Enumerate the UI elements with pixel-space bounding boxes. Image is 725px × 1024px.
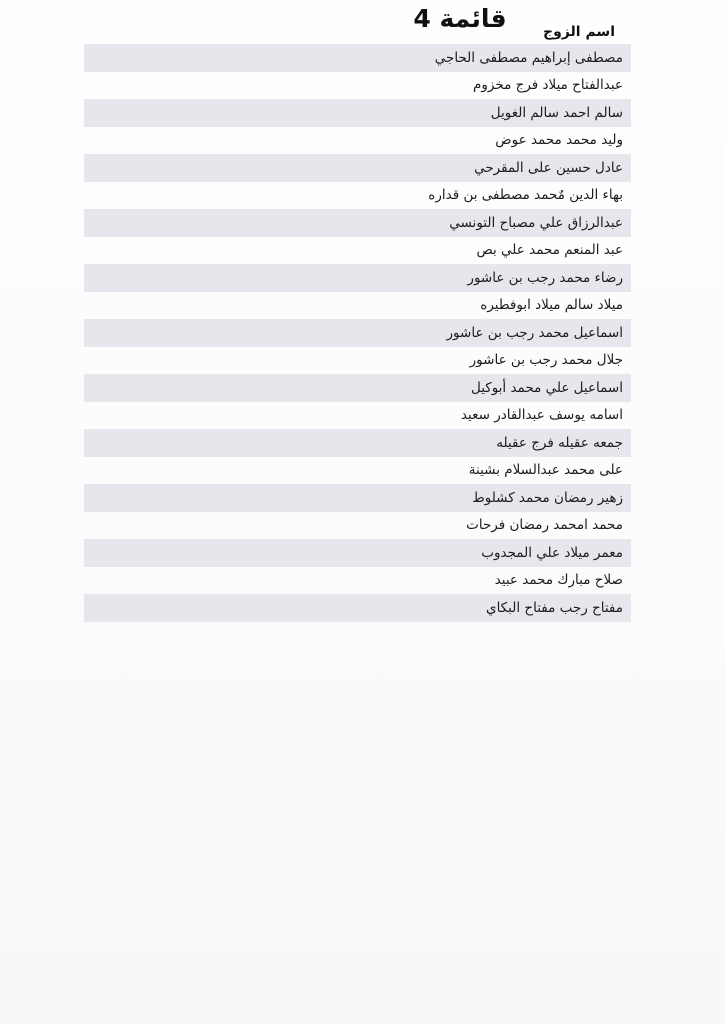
- husband-name: وليد محمد محمد عوض: [495, 132, 623, 149]
- husband-name: عبدالرزاق علي مصباح التونسي: [449, 214, 623, 231]
- list-item: [84, 182, 631, 210]
- husband-name: جلال محمد رجب بن عاشور: [469, 352, 623, 369]
- list-item: [84, 594, 631, 622]
- husband-name: محمد امحمد رمضان فرحات: [466, 517, 623, 534]
- list-item: [84, 264, 631, 292]
- list-item: [84, 237, 631, 265]
- husband-name: اسامه يوسف عبدالقادر سعيد: [460, 407, 623, 424]
- husband-name: صلاح مبارك محمد عبيد: [494, 572, 623, 589]
- husband-name: زهير رمضان محمد كشلوط: [472, 489, 623, 506]
- list-item: [84, 539, 631, 567]
- names-list: [84, 44, 631, 622]
- list-item: [84, 374, 631, 402]
- column-header-husband-name: اسم الزوج: [543, 24, 615, 40]
- list-item: [84, 484, 631, 512]
- husband-name: مصطفى إبراهيم مصطفى الحاجي: [434, 49, 623, 66]
- list-item: [84, 99, 631, 127]
- husband-name: اسماعيل محمد رجب بن عاشور: [446, 324, 623, 341]
- list-item: [84, 154, 631, 182]
- list-item: [84, 72, 631, 100]
- husband-name: ميلاد سالم ميلاد ابوفطيره: [480, 297, 623, 314]
- list-item: [84, 44, 631, 72]
- husband-name: على محمد عبدالسلام بشينة: [468, 462, 623, 479]
- husband-name: رضاء محمد رجب بن عاشور: [467, 269, 623, 286]
- husband-name: عبدالفتاح ميلاد فرج مخزوم: [473, 77, 623, 94]
- husband-name: سالم احمد سالم الغويل: [490, 104, 623, 121]
- list-item: [84, 319, 631, 347]
- list-item: [84, 292, 631, 320]
- list-item: [84, 512, 631, 540]
- list-item: [84, 209, 631, 237]
- husband-name: بهاء الدين مٌحمد مصطفى بن قداره: [428, 187, 623, 204]
- list-item: [84, 429, 631, 457]
- list-item: [84, 347, 631, 375]
- husband-name: معمر ميلاد علي المجدوب: [481, 544, 623, 561]
- list-item: [84, 127, 631, 155]
- husband-name: جمعه عقيله فرج عقيله: [496, 434, 623, 451]
- husband-name: مفتاح رجب مفتاح البكاي: [486, 599, 623, 616]
- husband-name: عادل حسين على المقرحي: [474, 159, 623, 176]
- list-item: [84, 567, 631, 595]
- list-title: قائمة 4: [413, 4, 507, 33]
- list-item: [84, 457, 631, 485]
- husband-name: عبد المنعم محمد علي بص: [476, 242, 623, 259]
- list-item: [84, 402, 631, 430]
- husband-name: اسماعيل علي محمد أبوكيل: [470, 379, 623, 396]
